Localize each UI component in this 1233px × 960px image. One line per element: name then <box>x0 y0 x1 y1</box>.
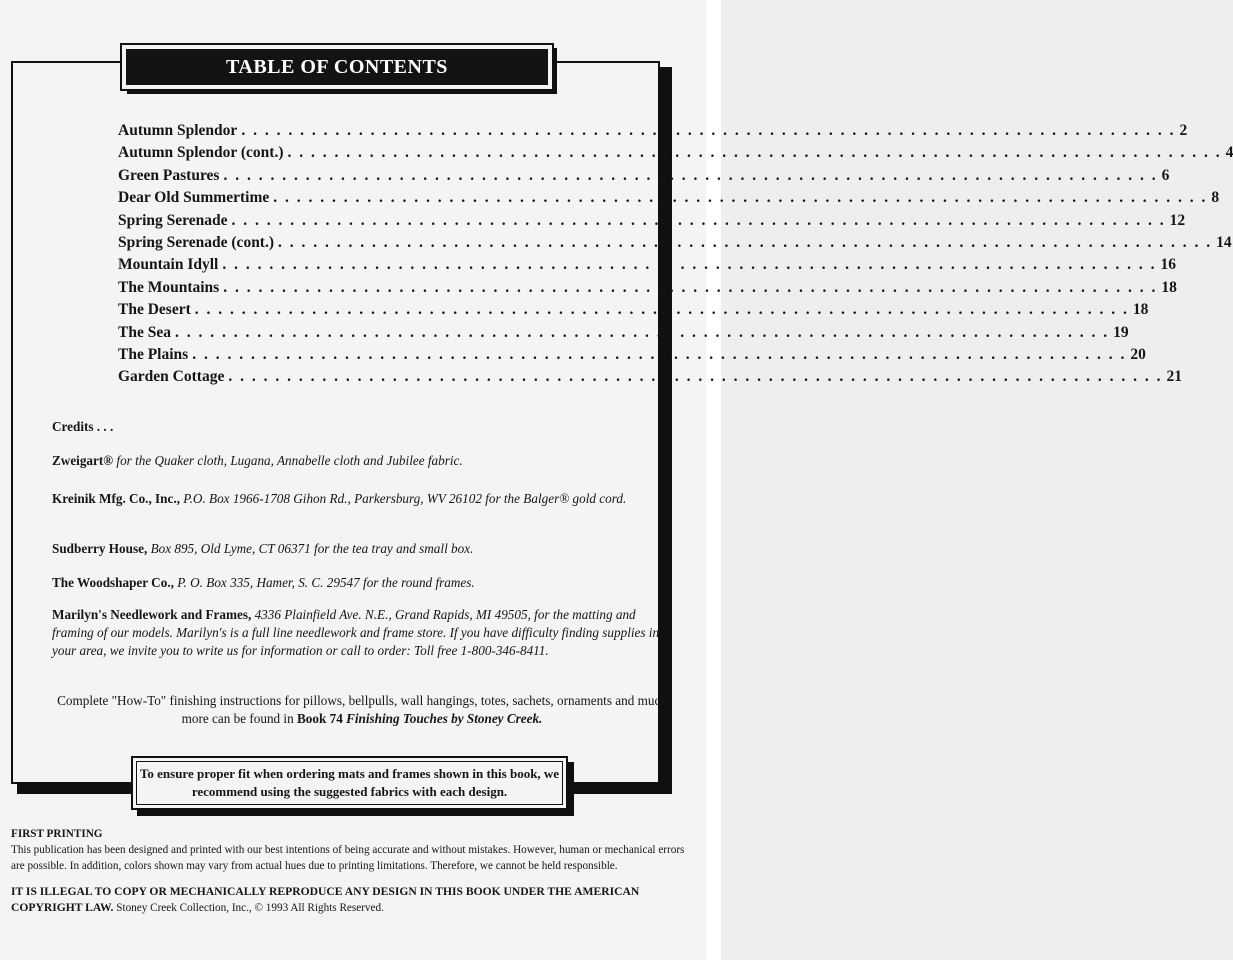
toc-entry-title: Spring Serenade <box>118 211 228 229</box>
illegal-warning: IT IS ILLEGAL TO COPY OR MECHANICALLY REPRODUCE ANY DESIGN IN THIS BOOK UNDER THE AMERICAN COPYRIGHT LAW. <box>11 885 640 914</box>
toc-entry-page: 14 <box>1216 233 1232 251</box>
toc-entry-title: The Mountains <box>118 278 220 296</box>
toc-entry-title: The Desert <box>118 301 191 319</box>
toc-entry-page: 2 <box>1179 122 1188 139</box>
toc-entry-page: 18 <box>1132 301 1149 319</box>
toc-entry <box>118 122 1188 144</box>
notice-box <box>131 756 568 810</box>
howto-book: Book 74 <box>296 711 343 726</box>
toc-leader-dots: . . . . . . . . . . . . . . . . . . . . . . . . . . . . . . . . . . . . . . . . . . . . . . . . . . . . . . . . . . . . . . . . . . . . . . . . . . . . . . . . <box>228 368 1163 386</box>
toc-leader-dots: . . . . . . . . . . . . . . . . . . . . . . . . . . . . . . . . . . . . . . . . . . . . . . . . . . . . . . . . . . . . . . . . . . . . . . . . . . . . . . . . <box>194 301 1129 319</box>
toc-entry <box>118 301 1149 323</box>
toc-entry-title: Garden Cottage <box>118 368 225 386</box>
credit-marilyns <box>52 606 672 660</box>
toc-entry <box>118 278 1177 301</box>
toc-entry-page: 21 <box>1166 368 1182 386</box>
howto-book-title: Finishing Touches by Stoney Creek. <box>346 711 543 726</box>
toc-entry-title: The Plains <box>118 345 189 363</box>
credit-text: Box 895, Old Lyme, CT 06371 for the tea tray and small box. <box>150 541 474 556</box>
credit-name: Sudberry House, <box>52 541 148 556</box>
toc-leader-dots: . . . . . . . . . . . . . . . . . . . . . . . . . . . . . . . . . . . . . . . . . . . . . . . . . . . . . . . . . . . . . . . . . . . . . . . . . . . . . . . . <box>287 144 1222 162</box>
toc-entry-page: 4 <box>1225 144 1233 162</box>
copyright-text: Stoney Creek Collection, Inc., © 1993 All Rights Reserved. <box>116 902 384 914</box>
credit-name: Kreinik Mfg. Co., Inc., <box>52 491 180 506</box>
toc-entry-title: Autumn Splendor <box>118 122 238 139</box>
toc-entry <box>118 144 1233 166</box>
credit-name: Zweigart® <box>52 453 114 468</box>
toc-entry-page: 16 <box>1160 256 1176 274</box>
copyright-notice <box>11 884 687 916</box>
toc-entry-page: 12 <box>1169 211 1186 229</box>
toc-list <box>118 122 1233 391</box>
first-printing-label: FIRST PRINTING <box>11 828 103 840</box>
credit-kreinik <box>52 490 672 508</box>
notice-text: To ensure proper fit when ordering mats and frames shown in this book, we recommend using the suggested fabrics with each design. <box>136 761 563 805</box>
credit-name: Marilyn's Needlework and Frames, <box>52 607 252 622</box>
credit-text: P.O. Box 1966-1708 Gihon Rd., Parkersburg, WV 26102 for the Balger® gold cord. <box>183 491 627 506</box>
toc-entry <box>118 211 1186 234</box>
toc-leader-dots: . . . . . . . . . . . . . . . . . . . . . . . . . . . . . . . . . . . . . . . . . . . . . . . . . . . . . . . . . . . . . . . . . . . . . . . . . . . . . . . . <box>223 166 1158 184</box>
credit-zweigart <box>52 452 672 470</box>
toc-entry-page: 20 <box>1130 345 1146 363</box>
toc-entry <box>118 189 1220 211</box>
disclaimer-text: This publication has been designed and printed with our best intentions of being accurate and without mistakes. However, human or mechanical errors are possible. In addition, colors shown may vary from actual hues due to printing limitations. Therefore, we cannot be held responsible. <box>11 844 685 872</box>
toc-entry-title: Spring Serenade (cont.) <box>118 233 275 251</box>
toc-leader-dots: . . . . . . . . . . . . . . . . . . . . . . . . . . . . . . . . . . . . . . . . . . . . . . . . . . . . . . . . . . . . . . . . . . . . . . . . . . . . . . . . <box>192 345 1127 363</box>
footer <box>11 826 687 916</box>
toc-entry <box>118 233 1232 256</box>
toc-entry-page: 6 <box>1161 166 1170 184</box>
toc-entry <box>118 368 1182 390</box>
toc-entry-title: The Sea <box>118 323 171 341</box>
toc-entry <box>118 323 1129 346</box>
title-banner <box>120 43 554 91</box>
toc-entry-title: Green Pastures <box>118 166 220 184</box>
toc-leader-dots: . . . . . . . . . . . . . . . . . . . . . . . . . . . . . . . . . . . . . . . . . . . . . . . . . . . . . . . . . . . . . . . . . . . . . . . . . . . . . . . . <box>174 323 1110 341</box>
toc-entry-title: Autumn Splendor (cont.) <box>118 144 284 162</box>
toc-leader-dots: . . . . . . . . . . . . . . . . . . . . . . . . . . . . . . . . . . . . . . . . . . . . . . . . . . . . . . . . . . . . . . . . . . . . . . . . . . . . . . . . <box>273 189 1208 207</box>
credit-text: 4336 Plainfield Ave. N.E., Grand Rapids, MI 49505, for the matting and framing of our models. Marilyn's is a full line needlework and frame store. If you have difficulty finding supplies in your area, we invite you to write us for information or call to order: Toll free 1-800-346-8411. <box>52 607 660 658</box>
toc-entry <box>118 166 1170 189</box>
credit-text: for the Quaker cloth, Lugana, Annabelle cloth and Jubilee fabric. <box>116 453 463 468</box>
toc-entry-title: Dear Old Summertime <box>118 189 270 207</box>
credits-heading: Credits . . . <box>52 419 114 434</box>
toc-leader-dots: . . . . . . . . . . . . . . . . . . . . . . . . . . . . . . . . . . . . . . . . . . . . . . . . . . . . . . . . . . . . . . . . . . . . . . . . . . . . . . . . <box>222 256 1157 274</box>
credit-text: P. O. Box 335, Hamer, S. C. 29547 for the round frames. <box>177 575 475 590</box>
toc-entry-page: 19 <box>1113 323 1129 341</box>
credit-name: The Woodshaper Co., <box>52 575 174 590</box>
toc-entry-page: 8 <box>1211 189 1220 207</box>
toc-leader-dots: . . . . . . . . . . . . . . . . . . . . . . . . . . . . . . . . . . . . . . . . . . . . . . . . . . . . . . . . . . . . . . . . . . . . . . . . . . . . . . . . <box>278 233 1213 251</box>
howto-note <box>52 692 672 728</box>
toc-entry <box>118 345 1146 368</box>
toc-entry-title: Mountain Idyll <box>118 256 219 274</box>
toc-entry <box>118 256 1176 278</box>
toc-leader-dots: . . . . . . . . . . . . . . . . . . . . . . . . . . . . . . . . . . . . . . . . . . . . . . . . . . . . . . . . . . . . . . . . . . . . . . . . . . . . . . . . <box>231 211 1166 229</box>
toc-entry-page: 18 <box>1161 278 1177 296</box>
page-title: TABLE OF CONTENTS <box>226 55 448 78</box>
credit-woodshaper <box>52 574 672 592</box>
credit-sudberry <box>52 540 672 558</box>
howto-text: Complete "How-To" finishing instructions for pillows, bellpulls, wall hangings, totes, sachets, ornaments and much more can be found in <box>57 693 667 726</box>
title-banner-inner <box>126 49 548 85</box>
toc-leader-dots: . . . . . . . . . . . . . . . . . . . . . . . . . . . . . . . . . . . . . . . . . . . . . . . . . . . . . . . . . . . . . . . . . . . . . . . . . . . . . . . . <box>223 278 1158 296</box>
toc-leader-dots: . . . . . . . . . . . . . . . . . . . . . . . . . . . . . . . . . . . . . . . . . . . . . . . . . . . . . . . . . . . . . . . . . . . . . . . . . . . . . . . . <box>241 122 1176 139</box>
